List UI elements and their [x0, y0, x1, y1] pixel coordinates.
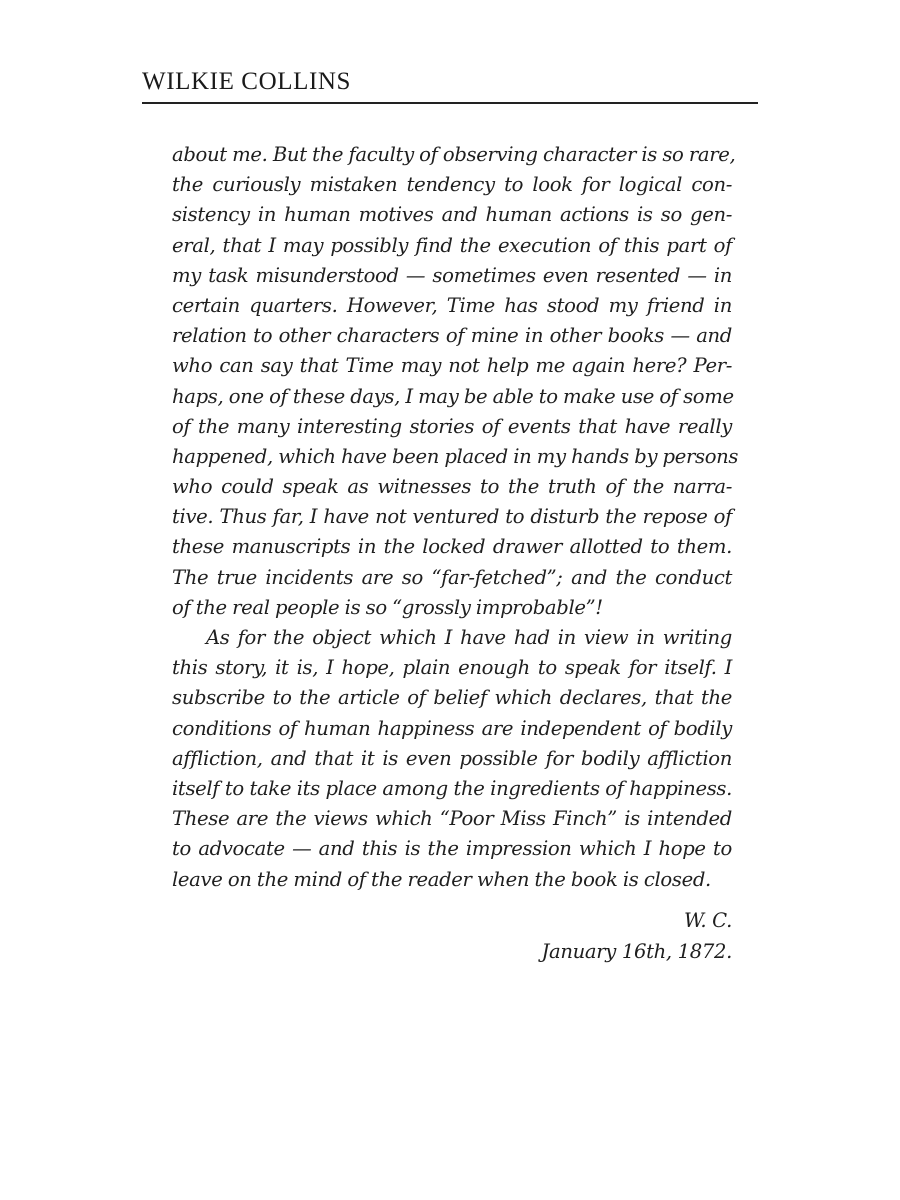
- text-line: this story, it is, I hope, plain enough to speak for itself. I: [172, 656, 732, 680]
- signature-initials: W. C.: [684, 909, 732, 932]
- text-line: sistency in human motives and human actions is so gen-: [172, 203, 732, 227]
- text-line: affliction, and that it is even possible for bodily affliction: [172, 746, 732, 770]
- text-line: these manuscripts in the locked drawer allotted to them.: [172, 535, 732, 559]
- running-head: [142, 66, 758, 104]
- text-line: of the many interesting stories of events that have really: [172, 414, 732, 438]
- paragraph-2: [172, 623, 732, 895]
- text-line: who could speak as witnesses to the truth of the narra-: [172, 475, 732, 499]
- signature-block: [420, 905, 732, 967]
- text-line: my task misunderstood — sometimes even resented — in: [172, 263, 732, 287]
- text-line: happened, which have been placed in my hands by persons: [172, 444, 739, 468]
- text-line: of the real people is so “grossly improbable”!: [172, 595, 603, 619]
- text-line: about me. But the faculty of observing character is so rare,: [172, 143, 736, 166]
- text-line: relation to other characters of mine in other books — and: [172, 324, 732, 348]
- text-line: The true incidents are so “far-fetched”; and the conduct: [172, 565, 732, 589]
- text-line: conditions of human happiness are independent of bodily: [172, 716, 732, 740]
- text-line: itself to take its place among the ingredients of happiness.: [172, 776, 732, 800]
- text-line: These are the views which “Poor Miss Finch” is intended: [172, 807, 732, 831]
- text-line: certain quarters. However, Time has stood my friend in: [172, 293, 732, 317]
- text-line: leave on the mind of the reader when the book is closed.: [172, 867, 711, 891]
- text-line: the curiously mistaken tendency to look for logical con-: [172, 173, 732, 197]
- signature-date: January 16th, 1872.: [541, 940, 732, 963]
- text-line: haps, one of these days, I may be able to make use of some: [172, 384, 734, 408]
- paragraph-1: [172, 140, 739, 623]
- text-line: who can say that Time may not help me again here? Per-: [172, 354, 732, 378]
- text-line: eral, that I may possibly find the execution of this part of: [172, 233, 732, 257]
- text-line: to advocate — and this is the impression which I hope to: [172, 837, 732, 861]
- running-head-title: WILKIE COLLINS: [142, 68, 352, 95]
- text-line: subscribe to the article of belief which declares, that the: [172, 686, 732, 710]
- text-line: As for the object which I have had in view in writing: [206, 626, 732, 649]
- text-line: tive. Thus far, I have not ventured to disturb the repose of: [172, 505, 732, 529]
- body-text: [172, 140, 739, 895]
